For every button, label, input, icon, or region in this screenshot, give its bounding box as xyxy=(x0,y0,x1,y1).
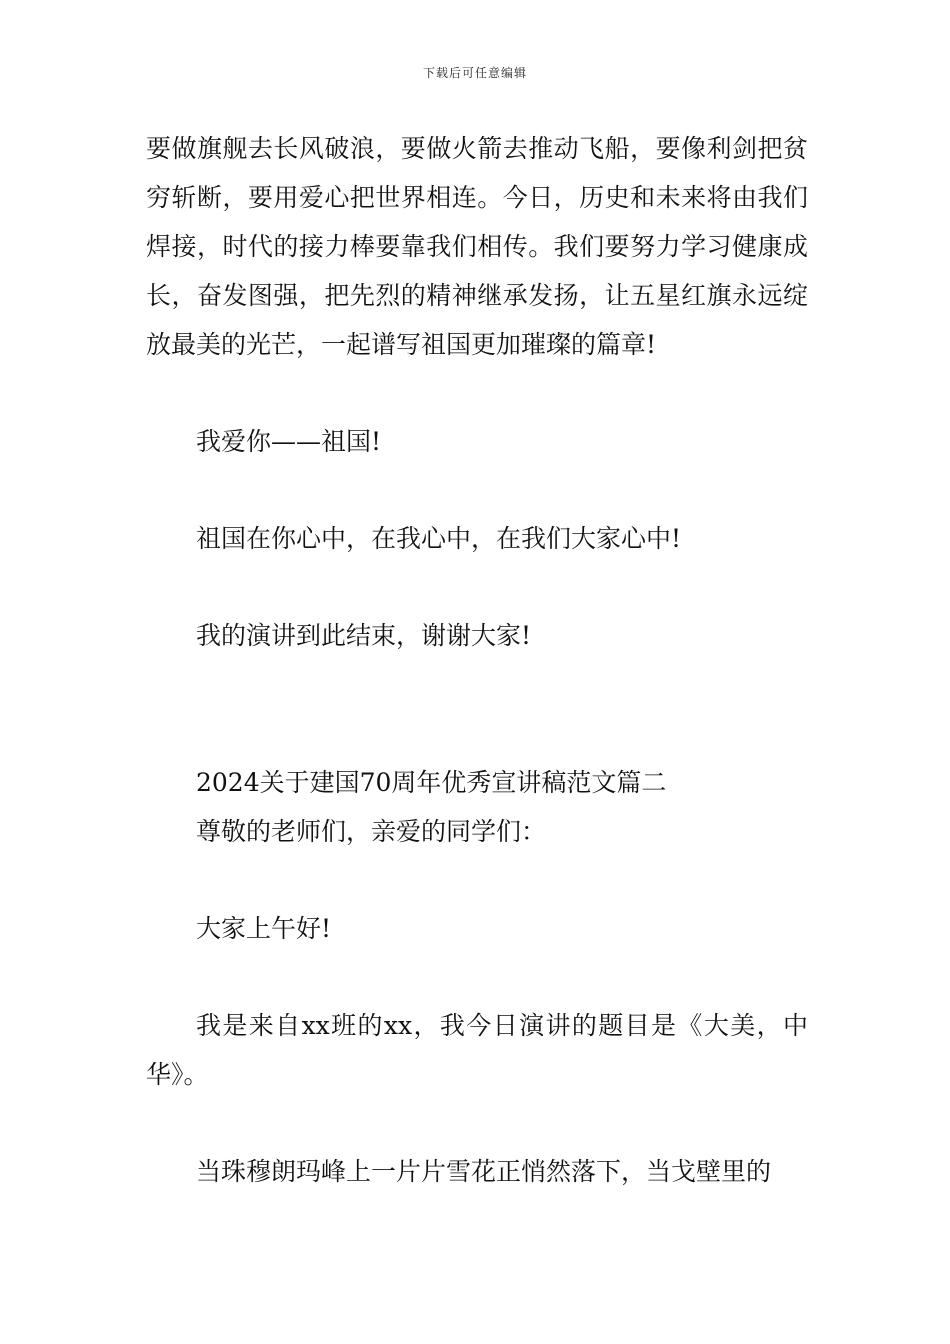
paragraph-3: 祖国在你心中，在我心中，在我们大家心中! xyxy=(196,524,682,553)
paragraph-greeting: 尊敬的老师们，亲爱的同学们： xyxy=(196,817,547,846)
paragraph-7: 我是来自xx班的xx，我今日演讲的题目是《大美，中华》。 xyxy=(146,1011,808,1089)
page-header: 下载后可任意编辑 xyxy=(422,66,527,80)
paragraph-6: 大家上午好! xyxy=(196,914,332,943)
paragraph-2: 我爱你——祖国! xyxy=(196,427,382,456)
section-title: 2024关于建国70周年优秀宣讲稿范文篇二 xyxy=(196,768,667,797)
paragraph-8: 当珠穆朗玛峰上一片片雪花正悄然落下，当戈壁里的 xyxy=(196,1157,772,1186)
paragraph-4: 我的演讲到此结束，谢谢大家! xyxy=(196,621,532,650)
document-body xyxy=(146,124,808,1196)
paragraph-1: 要做旗舰去长风破浪，要做火箭去推动飞船，要像利剑把贫穷斩断，要用爱心把世界相连。今日，历史和未来将由我们焊接，时代的接力棒要靠我们相传。我们要努力学习健康成长，奋发图强，把先烈的精神继承发扬，让五星红旗永远绽放最美的光芒，一起谱写祖国更加璀璨的篇章! xyxy=(146,134,808,359)
